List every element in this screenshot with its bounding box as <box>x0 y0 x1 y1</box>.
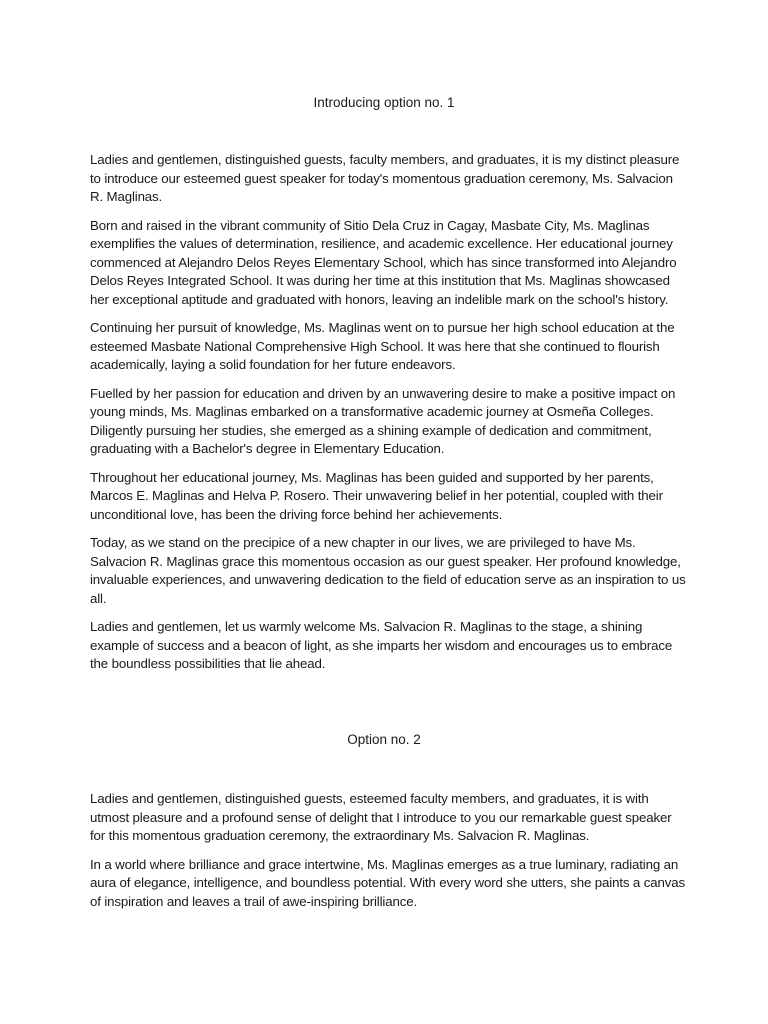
option-1-body <box>90 151 686 684</box>
option-2-paragraph: In a world where brilliance and grace intertwine, Ms. Maglinas emerges as a true luminary, radiating an aura of elegance, intelligence, and boundless potential. With every word she utters, she paints a canvas of inspiration and leaves a trail of awe-inspiring brilliance. <box>90 856 685 909</box>
option-1-paragraph: Born and raised in the vibrant community of Sitio Dela Cruz in Cagay, Masbate City, Ms. Maglinas exemplifies the values of determination, resilience, and academic excellence. Her educational journey commenced at Alejandro Delos Reyes Elementary School, which has since transformed into Alejandro Delos Reyes Integrated School. It was during her time at this institution that Ms. Maglinas showcased her exceptional aptitude and graduated with honors, leaving an indelible mark on the school's history. <box>90 217 677 307</box>
option-2-heading: Option no. 2 <box>347 732 421 747</box>
option-1-paragraph: Ladies and gentlemen, distinguished guests, faculty members, and graduates, it is my distinct pleasure to introduce our esteemed guest speaker for today's momentous graduation ceremony, Ms. Salvacion R. Maglinas. <box>90 152 680 204</box>
option-1-heading: Introducing option no. 1 <box>313 95 455 110</box>
option-2-paragraph: Ladies and gentlemen, distinguished guests, esteemed faculty members, and graduates, it is with utmost pleasure and a profound sense of delight that I introduce to you our remarkable guest speaker for this momentous graduation ceremony, the extraordinary Ms. Salvacion R. Maglinas. <box>90 791 672 843</box>
option-1-paragraph: Ladies and gentlemen, let us warmly welcome Ms. Salvacion R. Maglinas to the stage, a shining example of success and a beacon of light, as she imparts her wisdom and encourages us to embrace the boundless possibilities that lie ahead. <box>90 619 673 671</box>
option-1-paragraph: Today, as we stand on the precipice of a new chapter in our lives, we are privileged to have Ms. Salvacion R. Maglinas grace this momentous occasion as our guest speaker. Her profound knowledge, invaluable experiences, and unwavering dedication to the field of education serve as an inspiration to us all. <box>90 535 686 606</box>
option-1-paragraph: Fuelled by her passion for education and driven by an unwavering desire to make a positive impact on young minds, Ms. Maglinas embarked on a transformative academic journey at Osmeña Colleges. Diligently pursuing her studies, she emerged as a shining example of dedication and commitment, graduating with a Bachelor's degree in Elementary Education. <box>90 385 676 456</box>
option-1-paragraph: Continuing her pursuit of knowledge, Ms. Maglinas went on to pursue her high school education at the esteemed Masbate National Comprehensive High School. It was here that she continued to flourish academically, laying a solid foundation for her future endeavors. <box>90 320 675 372</box>
option-1-paragraph: Throughout her educational journey, Ms. Maglinas has been guided and supported by her parents, Marcos E. Maglinas and Helva P. Rosero. Their unwavering belief in her potential, coupled with their unconditional love, has been the driving force behind her achievements. <box>90 469 663 522</box>
option-2-body <box>90 790 686 921</box>
